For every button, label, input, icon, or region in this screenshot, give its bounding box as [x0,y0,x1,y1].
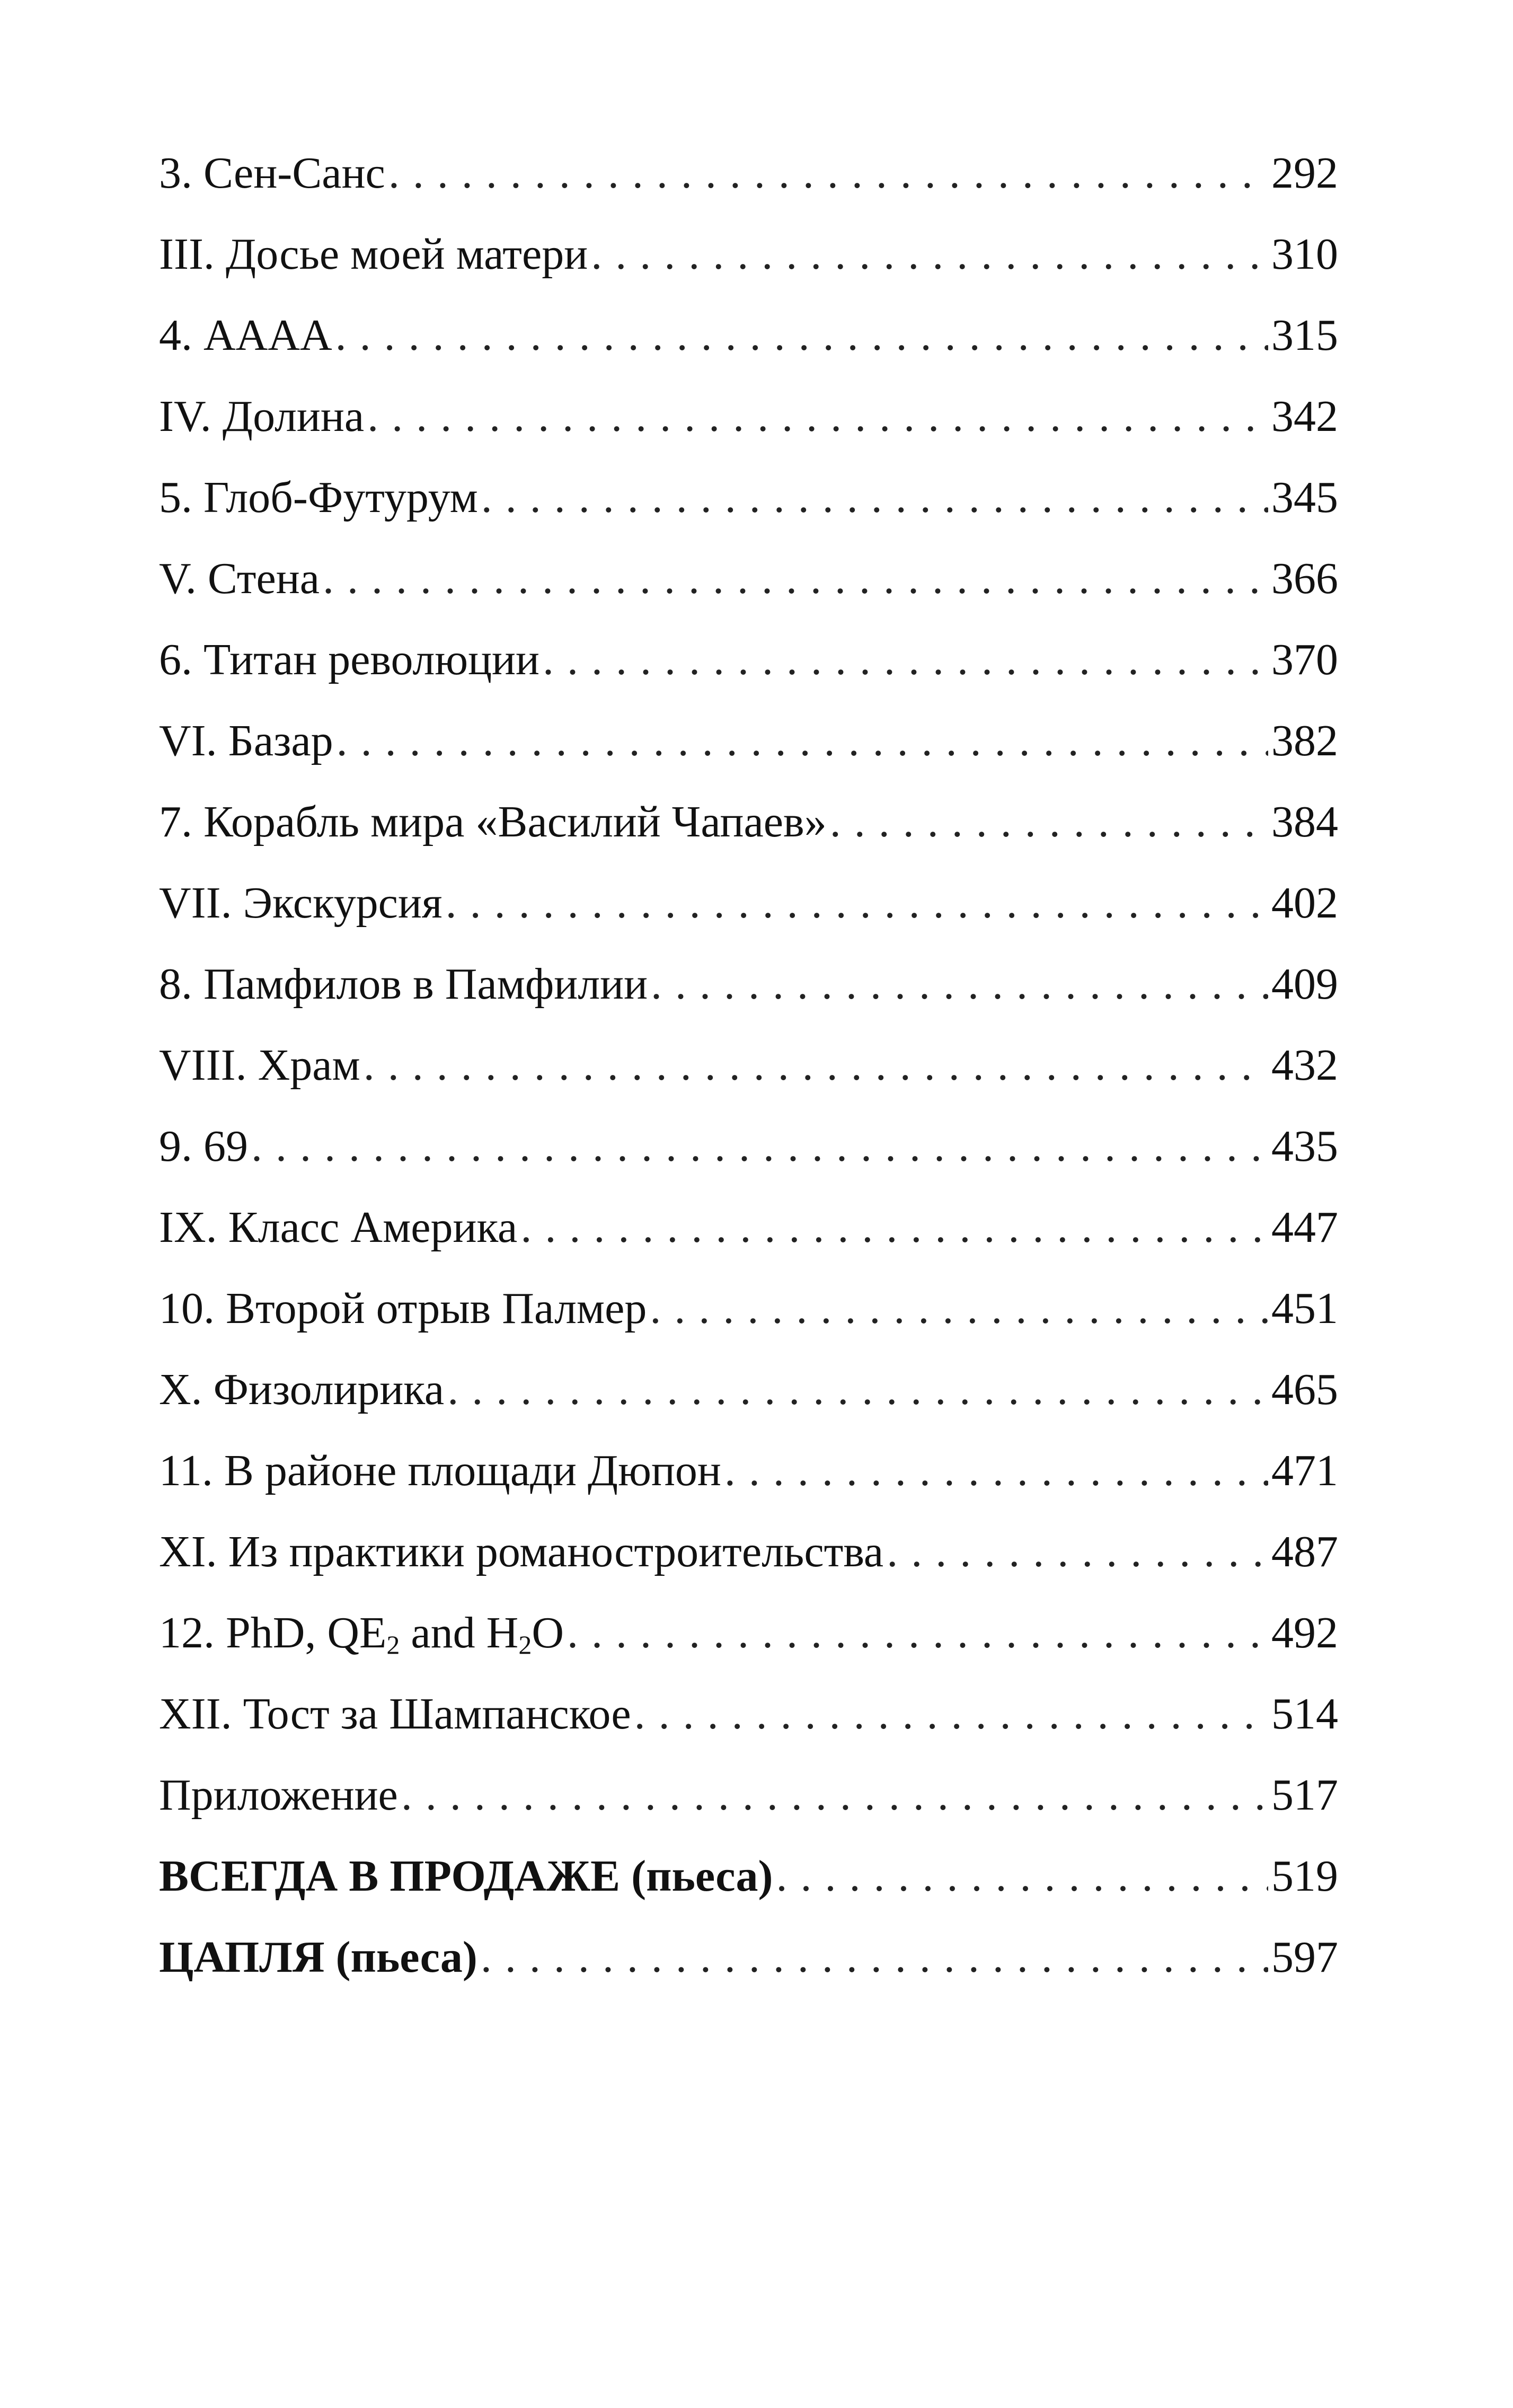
toc-entry-page: 517 [1271,1770,1338,1820]
toc-entry-title: Приложение [159,1770,398,1820]
toc-entry-title: 6. Титан революции [159,635,539,684]
dot-leader [367,376,1268,457]
toc-entry-title [159,1592,564,1673]
toc-entry-page: 597 [1271,1933,1338,1982]
toc-entry-title: 3. Сен-Санс [159,148,385,198]
dot-leader [481,1917,1268,1998]
toc-entry-title: ВСЕГДА В ПРОДАЖЕ (пьеса) [159,1851,773,1901]
toc-entry-title: 8. Памфилов в Памфилии [159,959,648,1009]
toc-entry-page: 432 [1271,1040,1338,1090]
toc-entry-title-part: and H [400,1608,519,1657]
toc-entry-title: VII. Экскурсия [159,878,443,928]
toc-entry-wall[interactable] [159,538,1338,619]
toc-entry-fizolirika[interactable] [159,1349,1338,1430]
toc-entry-heron[interactable] [159,1917,1338,1998]
toc-entry-page: 451 [1271,1284,1338,1333]
toc-entry-aaaa[interactable] [159,295,1338,376]
toc-entry-page: 409 [1271,959,1338,1009]
table-of-contents [159,133,1338,1998]
toc-entry-page: 471 [1271,1446,1338,1495]
toc-entry-title: 11. В районе площади Дюпон [159,1446,721,1495]
toc-entry-title: 5. Глоб-Футурум [159,473,478,522]
toc-entry-valley[interactable] [159,376,1338,457]
toc-entry-always-on-sale[interactable] [159,1836,1338,1917]
dot-leader [830,781,1268,862]
toc-entry-page: 382 [1271,716,1338,765]
toc-entry-page: 447 [1271,1203,1338,1252]
dot-leader [251,1106,1268,1187]
toc-entry-america-class[interactable] [159,1187,1338,1268]
toc-entry-title: V. Стена [159,554,320,603]
toc-entry-title: VIII. Храм [159,1040,360,1090]
toc-entry-excursion[interactable] [159,862,1338,943]
subscript: 2 [386,1630,400,1660]
toc-entry-page: 514 [1271,1689,1338,1739]
dot-leader [446,862,1268,943]
dot-leader [887,1511,1268,1592]
toc-entry-69[interactable] [159,1106,1338,1187]
toc-entry-second-palmer[interactable] [159,1268,1338,1349]
dot-leader [591,214,1268,295]
toc-entry-title-part: O [532,1608,564,1657]
toc-entry-pamfilov[interactable] [159,943,1338,1025]
dot-leader [337,700,1268,781]
toc-entry-temple[interactable] [159,1025,1338,1106]
toc-entry-title: 7. Корабль мира «Василий Чапаев» [159,797,827,846]
toc-entry-title: VI. Базар [159,716,333,765]
dot-leader [388,133,1268,214]
toc-entry-page: 345 [1271,473,1338,522]
toc-entry-title: 4. АААА [159,311,332,360]
toc-entry-page: 435 [1271,1122,1338,1171]
dot-leader [776,1836,1269,1917]
toc-entry-ship-chapaev[interactable] [159,781,1338,862]
dot-leader [634,1673,1268,1754]
toc-entry-title: ЦАПЛЯ (пьеса) [159,1933,477,1982]
dot-leader [650,1268,1268,1349]
toc-entry-titan-of-revolution[interactable] [159,619,1338,700]
dot-leader [543,619,1268,700]
toc-entry-page: 292 [1271,148,1338,198]
dot-leader [364,1025,1268,1106]
toc-entry-page: 370 [1271,635,1338,684]
toc-entry-title: IX. Класс Америка [159,1203,518,1252]
toc-entry-page: 310 [1271,230,1338,279]
dot-leader [447,1349,1268,1430]
toc-entry-phd-qe2-h2o[interactable] [159,1592,1338,1673]
toc-entry-title: IV. Долина [159,392,365,441]
toc-entry-title: XII. Тост за Шампанское [159,1689,631,1739]
toc-entry-page: 492 [1271,1608,1338,1657]
toc-entry-mothers-dossier[interactable] [159,214,1338,295]
toc-entry-bazaar[interactable] [159,700,1338,781]
toc-entry-page: 487 [1271,1527,1338,1576]
toc-entry-appendix[interactable] [159,1754,1338,1836]
subscript: 2 [518,1630,532,1660]
toc-entry-title-part: 12. PhD, QE [159,1608,387,1657]
toc-entry-toast-champagne[interactable] [159,1673,1338,1754]
toc-entry-page: 519 [1271,1851,1338,1901]
dot-leader [401,1754,1268,1836]
toc-entry-title: 9. 69 [159,1122,248,1171]
toc-entry-page: 402 [1271,878,1338,928]
toc-entry-saint-saens[interactable] [159,133,1338,214]
dot-leader [335,295,1268,376]
toc-entry-dupont-circle[interactable] [159,1430,1338,1511]
toc-entry-title: XI. Из практики романостроительства [159,1527,884,1576]
dot-leader [724,1430,1268,1511]
dot-leader [323,538,1268,619]
toc-entry-page: 465 [1271,1365,1338,1414]
dot-leader [481,457,1268,538]
toc-entry-page: 342 [1271,392,1338,441]
toc-entry-novel-building[interactable] [159,1511,1338,1592]
dot-leader [651,943,1268,1025]
toc-entry-page: 315 [1271,311,1338,360]
toc-entry-glob-futurum[interactable] [159,457,1338,538]
dot-leader [567,1592,1268,1673]
toc-entry-page: 366 [1271,554,1338,603]
toc-entry-title: X. Физолирика [159,1365,445,1414]
toc-entry-title: III. Досье моей матери [159,230,588,279]
toc-entry-title: 10. Второй отрыв Палмер [159,1284,647,1333]
toc-entry-page: 384 [1271,797,1338,846]
dot-leader [520,1187,1268,1268]
